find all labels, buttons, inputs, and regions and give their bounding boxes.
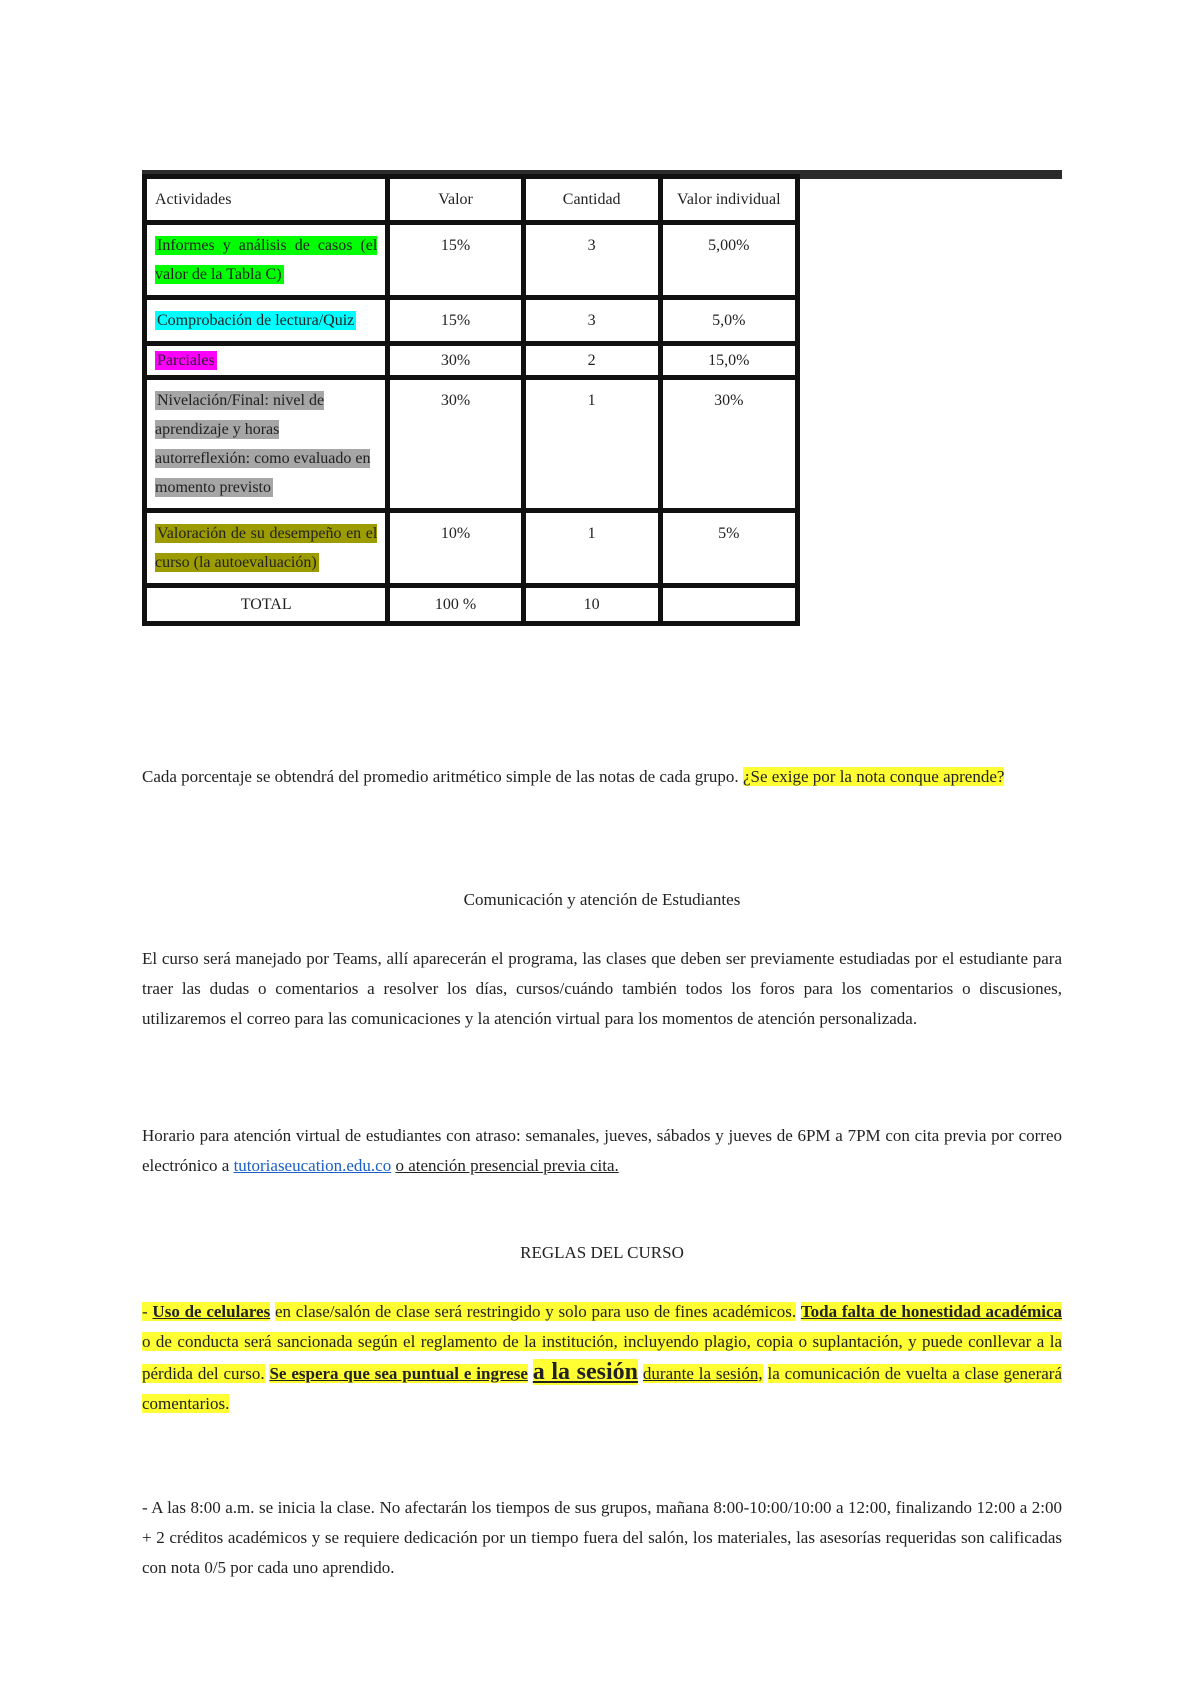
rule-punctuality-label: Se espera que sea puntual e ingrese — [269, 1364, 528, 1383]
office-hours-paragraph — [142, 1121, 1062, 1181]
rule-phones-label: Uso de celulares — [152, 1302, 271, 1321]
communication-paragraph: El curso será manejado por Teams, allí aparecerán el programa, las clases que deben ser previamente estudiadas por el estudiante para traer las dudas o comentarios a resolver los días, cursos/cuándo también todos los foros para los comentarios o discusiones, utilizaremos el correo para las comunicaciones y la atención virtual para los momentos de atención personalizada. — [142, 949, 1062, 1028]
activity-cell — [145, 378, 388, 511]
table-row — [145, 511, 798, 586]
value-cell: 30% — [388, 378, 523, 511]
total-value: 100 % — [388, 586, 523, 624]
activity-label: Informes y análisis de casos (el valor de la Tabla C) — [155, 237, 378, 283]
activity-cell — [145, 298, 388, 344]
rules-paragraph: - Uso de celulares en clase/salón de clase será restringido y solo para uso de fines académicos. Toda falta de honestidad académica o de conducta será sancionada según el reglamento de la institución, incluyendo plagio, copia o suplantación, y puede conllevar a la pérdida del curso. Se espera que sea puntual e ingrese a la sesión durante la sesión, la comunicación de vuelta a clase generará comentarios. — [142, 1302, 1063, 1413]
count-cell: 3 — [523, 298, 660, 344]
activity-cell — [145, 223, 388, 298]
table-row — [145, 223, 798, 298]
count-cell: 1 — [523, 511, 660, 586]
individual-cell: 15,0% — [660, 344, 797, 378]
count-cell: 3 — [523, 223, 660, 298]
table-row — [145, 378, 798, 511]
count-cell: 1 — [523, 378, 660, 511]
activity-label: Valoración de su desempeño en el curso (la autoevaluación) — [155, 525, 378, 571]
total-label: TOTAL — [145, 586, 388, 624]
rule-honesty-label: Toda falta de honestidad académica — [800, 1302, 1063, 1321]
section-title-communication: Comunicación y atención de Estudiantes — [463, 890, 741, 909]
rule-session-emphasis: a la sesión — [532, 1359, 639, 1385]
header-activities: Actividades — [145, 177, 388, 223]
activity-cell — [145, 344, 388, 378]
value-cell: 30% — [388, 344, 523, 378]
value-cell: 10% — [388, 511, 523, 586]
grading-note-paragraph — [142, 762, 1062, 792]
table-row — [145, 344, 798, 378]
header-individual: Valor individual — [660, 177, 797, 223]
individual-cell: 5% — [660, 511, 797, 586]
email-link[interactable]: tutoriaseucation.edu.co — [233, 1156, 392, 1175]
activity-cell — [145, 511, 388, 586]
activity-label: Parciales — [157, 352, 215, 369]
value-cell: 15% — [388, 223, 523, 298]
office-hours-text: Horario para atención virtual de estudiantes con atraso: semanales, jueves, sábados y jueves de 6PM a 7PM con cita previa por correo electrónico a — [142, 1126, 1062, 1175]
office-hours-tail: o atención presencial previa cita. — [395, 1156, 619, 1175]
value-cell: 15% — [388, 298, 523, 344]
grading-table — [142, 174, 800, 626]
individual-cell: 5,0% — [660, 298, 797, 344]
table-row — [145, 298, 798, 344]
grading-note-highlight: ¿Se exige por la nota conque aprende? — [742, 767, 1005, 786]
activity-label: Comprobación de lectura/Quiz — [157, 312, 355, 329]
total-count: 10 — [523, 586, 660, 624]
section-title-rules: REGLAS DEL CURSO — [520, 1243, 684, 1262]
activity-label: Nivelación/Final: nivel de aprendizaje y horas autorreflexión: como evaluado en momento previsto — [155, 392, 371, 496]
individual-cell: 30% — [660, 378, 797, 511]
rule-honesty-text: o de conducta será sancionada según el reglamento de la institución, incluyendo plagio, copia o suplantación, y puede conllevar a la pérdida del curso. — [142, 1332, 1062, 1383]
rule-phones-text: en clase/salón de clase será restringido y solo para uso de fines académicos. — [275, 1302, 797, 1321]
header-count: Cantidad — [523, 177, 660, 223]
table-total-row — [145, 586, 798, 624]
rule-return-text: la comunicación de vuelta a clase generará comentarios. — [142, 1364, 1062, 1413]
grading-note-text: Cada porcentaje se obtendrá del promedio aritmético simple de las notas de cada grupo. — [142, 767, 739, 786]
schedule-paragraph: - A las 8:00 a.m. se inicia la clase. No afectarán los tiempos de sus grupos, mañana 8:00-10:00/10:00 a 12:00, finalizando 12:00 a 2:00 + 2 créditos académicos y se requiere dedicación por un tiempo fuera del salón, los materiales, las asesorías requeridas son calificadas con nota 0/5 por cada uno aprendido. — [142, 1498, 1062, 1577]
table-header-row — [145, 177, 798, 223]
individual-cell: 5,00% — [660, 223, 797, 298]
total-individual — [660, 586, 797, 624]
header-value: Valor — [388, 177, 523, 223]
count-cell: 2 — [523, 344, 660, 378]
rule-during-session: durante la sesión, — [642, 1364, 763, 1383]
